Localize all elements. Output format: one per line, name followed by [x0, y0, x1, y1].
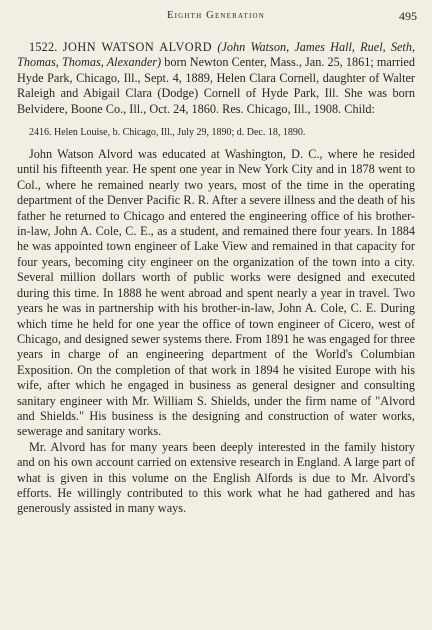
genealogy-entry: [17, 40, 415, 117]
page-number: 495: [399, 9, 417, 23]
running-head-title: Eighth Generation: [166, 10, 266, 21]
biography-paragraph-2: Mr. Alvord has for many years been deeply interested in the family history and on his own account carried on extensive research in England. A large part of what is given in this volume on the English Alfords is due to Mr. Alvord's efforts. He willingly contributed to this work what he had gathered and has generously assisted in many ways.: [17, 439, 415, 516]
body-text: [17, 40, 415, 517]
entry-details: born Newton Center, Mass., Jan. 25, 1861; married Hyde Park, Chicago, Ill., Sept. 4, 1889, Helen Clara Cornell, daughter of Walter Raleigh and Abigail Clara (Dodge) Cornell of Hyde Park, Ill. She was born Belvidere, Boone Co., Ill., Oct. 24, 1860. Res. Chicago, Ill., 1908. Child:: [17, 55, 415, 116]
entry-number: 1522.: [29, 40, 58, 54]
child-record: 2416. Helen Louise, b. Chicago, Ill., July 29, 1890; d. Dec. 18, 1890.: [29, 127, 306, 139]
biography-paragraph-1: John Watson Alvord was educated at Washington, D. C., where he resided until his fifteenth year. He spent one year in New York City and in 1878 went to Col., where he remained nearly two years, most of the time in the operating department of the Denver Pacific R. R. After a severe illness and the death of his father he returned to Chicago and entered the engineering office of his brother-in-law, John A. Cole, C. E., as a student, and remained there four years. In 1884 he was appointed town engineer of Lake View and remained in that capacity for four years, becoming city engineer on the organization of the town into a city. Several million dollars worth of public works were designed and executed during this time. In 1888 he went abroad and spent nearly a year in travel. Two years he was in partnership with his brother-in-law, John A. Cole, C. E. During which time he held for one year the office of town engineer of Cicero, west of Chicago, and designed sewer systems there. From 1891 he was engaged for three years in charge of an engineering department of the World's Columbian Exposition. On the completion of that work in 1894 he visited Europe with his wife, after which he engaged in business as general designer and consulting sanitary engineer with Mr. William S. Shields, under the firm name of "Alvord and Shields." His business is the designing and construction of water works, sewerage and sanitary works.: [17, 147, 416, 439]
running-head: [0, 10, 432, 26]
entry-lineage: (John Watson, James Hall, Ruel, Seth, Thomas, Thomas, Alexander): [17, 40, 416, 70]
entry-name: JOHN WATSON ALVORD: [62, 40, 213, 54]
